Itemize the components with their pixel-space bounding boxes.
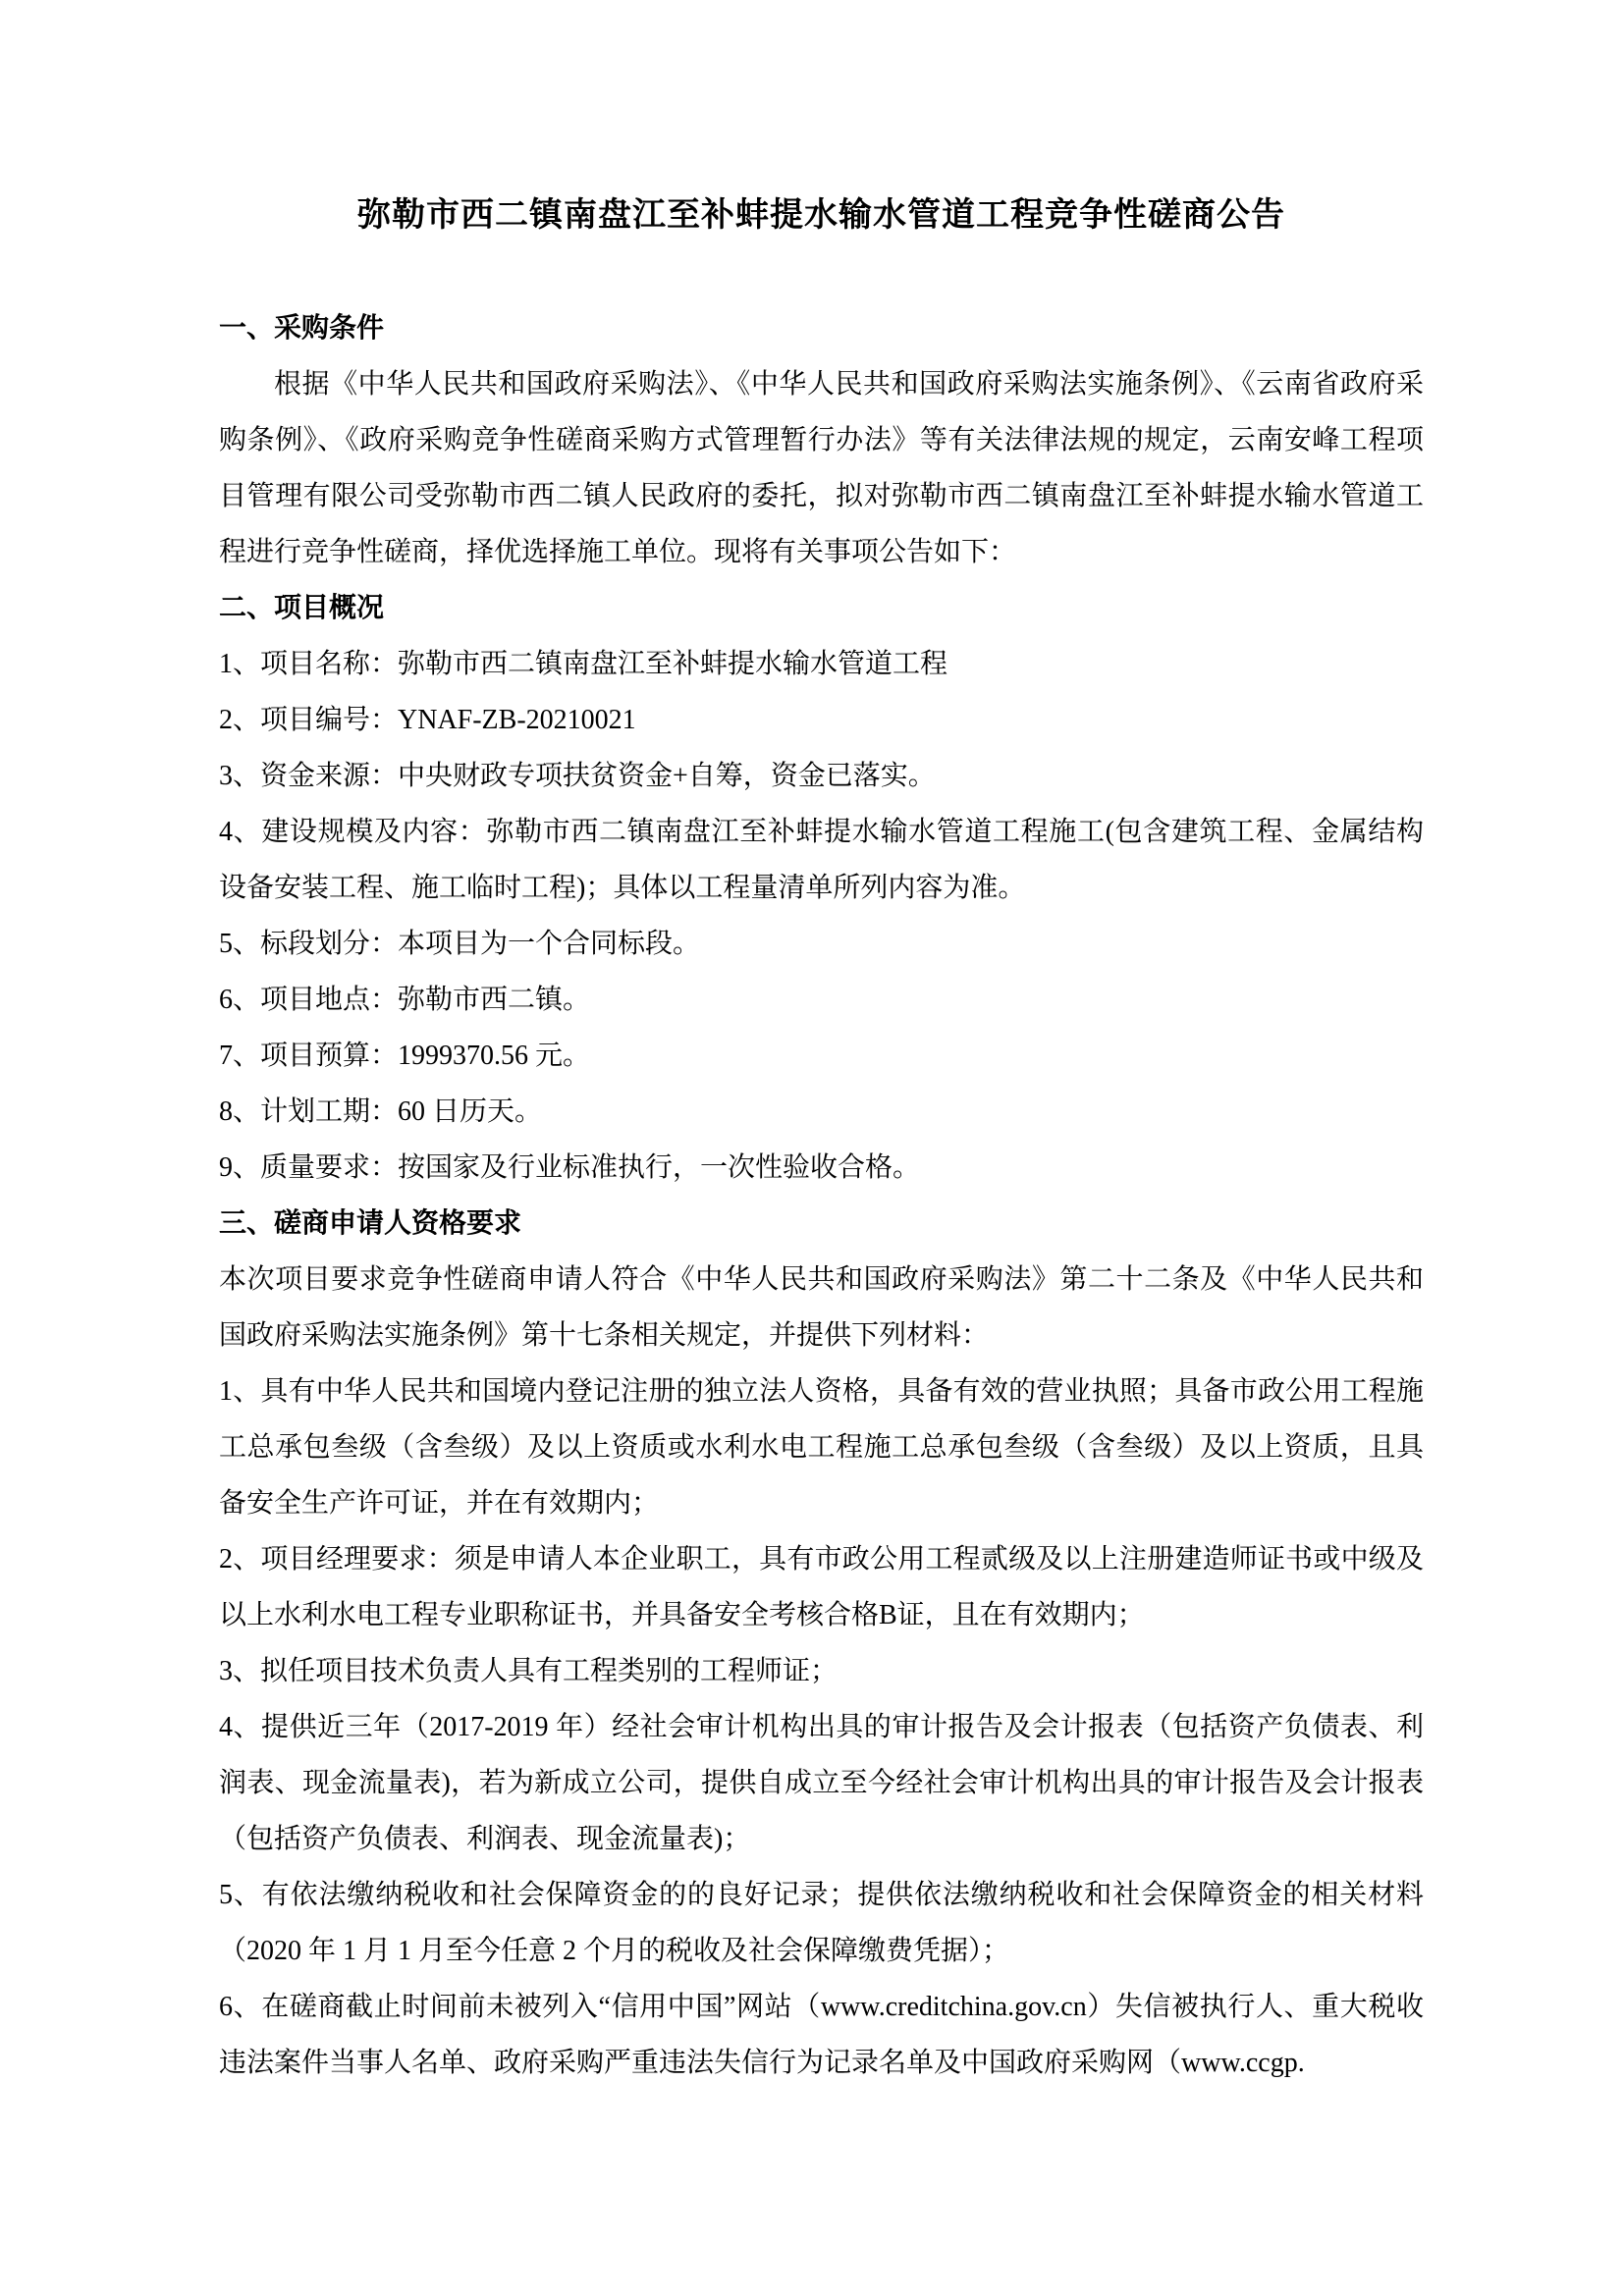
section-3-intro: 本次项目要求竞争性磋商申请人符合《中华人民共和国政府采购法》第二十二条及《中华人民共和国政府采购法实施条例》第十七条相关规定，并提供下列材料：: [219, 1264, 1424, 1351]
section-1-paragraph: 根据《中华人民共和国政府采购法》、《中华人民共和国政府采购法实施条例》、《云南省政府采购条例》、《政府采购竞争性磋商采购方式管理暂行办法》等有关法律法规的规定，云南安峰工程项目管理有限公司受弥勒市西二镇人民政府的委托，拟对弥勒市西二镇南盘江至补蚌提水输水管道工程进行竞争性磋商，择优选择施工单位。现将有关事项公告如下：: [219, 369, 1424, 567]
section-2-heading: 二、项目概况: [219, 593, 385, 623]
section-2-item: 2、项目编号：YNAF-ZB-20210021: [219, 705, 636, 735]
section-1-heading: 一、采购条件: [219, 313, 385, 344]
section-2-item: 6、项目地点：弥勒市西二镇。: [219, 985, 591, 1015]
section-2-item: 7、项目预算：1999370.56 元。: [219, 1041, 591, 1071]
section-3-item: 3、拟任项目技术负责人具有工程类别的工程师证；: [219, 1656, 839, 1686]
section-2-item: 4、建设规模及内容：弥勒市西二镇南盘江至补蚌提水输水管道工程施工(包含建筑工程、金属结构设备安装工程、施工临时工程)；具体以工程量清单所列内容为准。: [219, 817, 1424, 903]
section-2-item: 5、标段划分：本项目为一个合同标段。: [219, 929, 701, 959]
section-2-item: 1、项目名称：弥勒市西二镇南盘江至补蚌提水输水管道工程: [219, 649, 948, 679]
document-title: 弥勒市西二镇南盘江至补蚌提水输水管道工程竞争性磋商公告: [357, 197, 1285, 234]
section-3-item: 5、有依法缴纳税收和社会保障资金的的良好记录；提供依法缴纳税收和社会保障资金的相关材料（2020 年 1 月 1 月至今任意 2 个月的税收及社会保障缴费凭据）；: [219, 1880, 1424, 1966]
section-2-item: 3、资金来源：中央财政专项扶贫资金+自筹，资金已落实。: [219, 761, 936, 791]
document-content: [219, 0, 1424, 2091]
section-3-heading: 三、磋商申请人资格要求: [219, 1208, 522, 1239]
section-2-item: 8、计划工期：60 日历天。: [219, 1096, 543, 1127]
section-3-item: 6、在磋商截止时间前未被列入“信用中国”网站（www.creditchina.gov.cn）失信被执行人、重大税收违法案件当事人名单、政府采购严重违法失信行为记录名单及中国政府采购网（www.ccgp.: [219, 1992, 1424, 2078]
section-2-item: 9、质量要求：按国家及行业标准执行，一次性验收合格。: [219, 1152, 921, 1183]
section-3-item: 4、提供近三年（2017-2019 年）经社会审计机构出具的审计报告及会计报表（包括资产负债表、利润表、现金流量表)，若为新成立公司，提供自成立至今经社会审计机构出具的审计报告及会计报表（包括资产负债表、利润表、现金流量表)；: [219, 1712, 1424, 1854]
section-3-item: 1、具有中华人民共和国境内登记注册的独立法人资格，具备有效的营业执照；具备市政公用工程施工总承包叁级（含叁级）及以上资质或水利水电工程施工总承包叁级（含叁级）及以上资质，且具备安全生产许可证，并在有效期内；: [219, 1376, 1424, 1519]
section-3-item: 2、项目经理要求：须是申请人本企业职工，具有市政公用工程贰级及以上注册建造师证书或中级及以上水利水电工程专业职称证书，并具备安全考核合格B证，且在有效期内；: [219, 1544, 1424, 1630]
